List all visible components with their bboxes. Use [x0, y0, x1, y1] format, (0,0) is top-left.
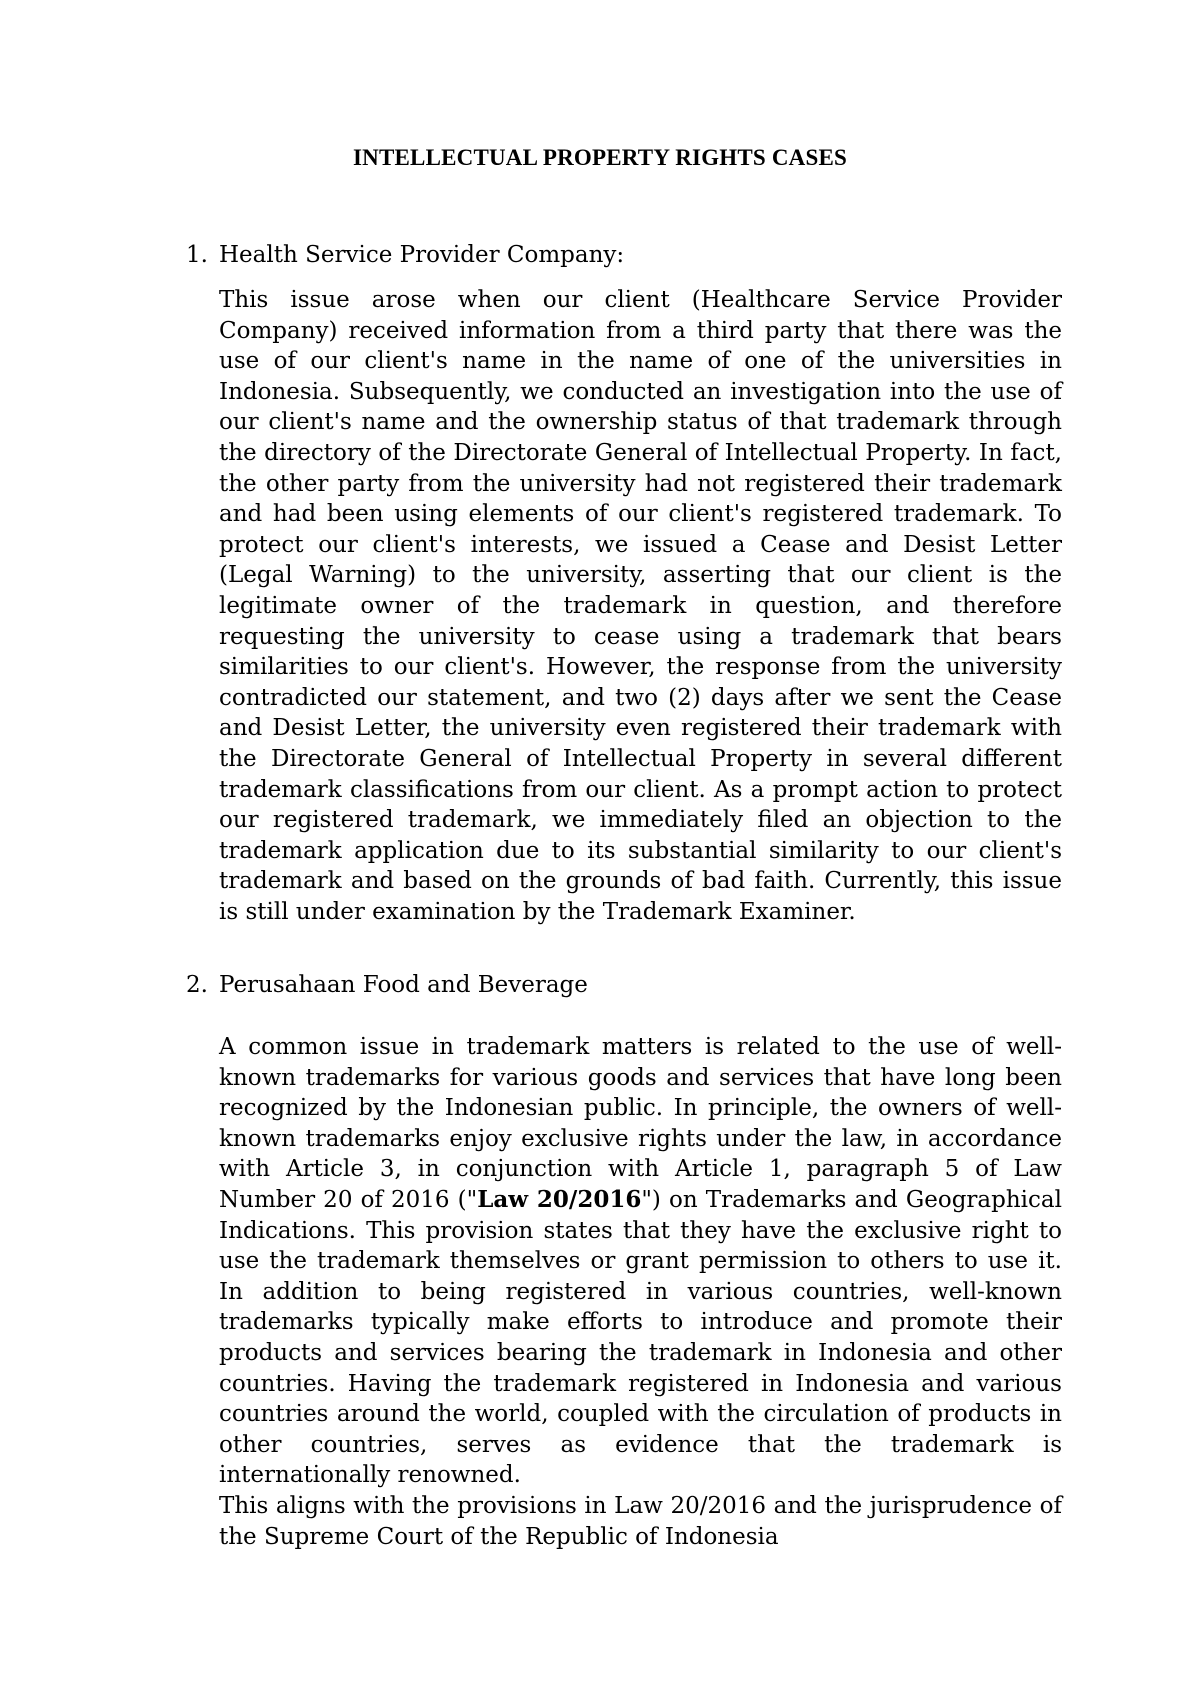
- section-paragraph-2-part-2: ") on Trademarks and Geographical Indications. This provision states that they have the exclusive right to use the trademark themselves or grant permission to others to use it. In addition to being registered in various countries, well-known trademarks typically make efforts to introduce and promote their products and services bearing the trademark in Indonesia and other countries. Having the trademark registered in Indonesia and various countries around the world, coupled with the circulation of products in other countries, serves as evidence that the trademark is internationally renowned.: [219, 1186, 1062, 1489]
- section-number-1: 1.: [186, 242, 208, 268]
- section-number-2: 2.: [186, 972, 208, 998]
- section-paragraph-2-bold-term: Law 20/2016: [477, 1185, 642, 1213]
- section-paragraph-1: This issue arose when our client (Healthcare Service Provider Company) received information from a third party that there was the use of our client's name in the name of one of the universities in Indonesia. Subsequently, we conducted an investigation into the use of our client's name and the ownership status of that trademark through the directory of the Directorate General of Intellectual Property. In fact, the other party from the university had not registered their trademark and had been using elements of our client's registered trademark. To protect our client's interests, we issued a Cease and Desist Letter (Legal Warning) to the university, asserting that our client is the legitimate owner of the trademark in question, and therefore requesting the university to cease using a trademark that bears similarities to our client's. However, the response from the university contradicted our statement, and two (2) days after we sent the Cease and Desist Letter, the university even registered their trademark with the Directorate General of Intellectual Property in several different trademark classifications from our client. As a prompt action to protect our registered trademark, we immediately filed an objection to the trademark application due to its substantial similarity to our client's trademark and based on the grounds of bad faith. Currently, this issue is still under examination by the Trademark Examiner.: [219, 287, 1062, 925]
- section-paragraph-2-continued: This aligns with the provisions in Law 20/2016 and the jurisprudence of the Supreme Court of the Republic of Indonesia: [219, 1493, 1062, 1550]
- section-heading-1: Health Service Provider Company:: [219, 242, 625, 268]
- section-paragraph-2: [219, 1032, 1062, 1491]
- section-paragraph-2-part-1: A common issue in trademark matters is related to the use of well-known trademarks for various goods and services that have long been recognized by the Indonesian public. In principle, the owners of well-known trademarks enjoy exclusive rights under the law, in accordance with Article 3, in conjunction with Article 1, paragraph 5 of Law Number 20 of 2016 (": [219, 1034, 1062, 1213]
- section-heading-2: Perusahaan Food and Beverage: [219, 972, 588, 998]
- document-title: INTELLECTUAL PROPERTY RIGHTS CASES: [352, 145, 847, 170]
